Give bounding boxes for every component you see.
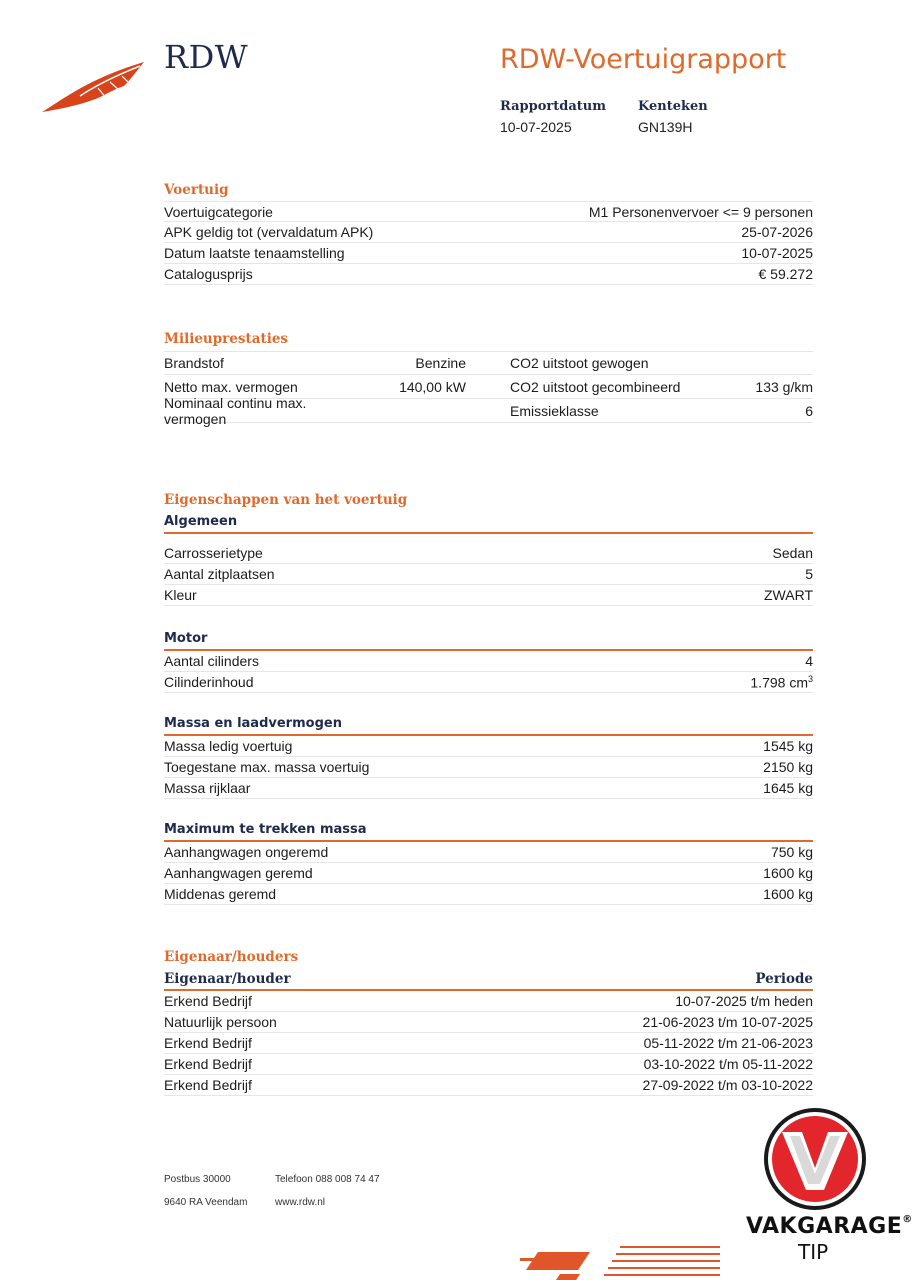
row-value: Sedan bbox=[772, 545, 813, 561]
table-row bbox=[164, 778, 813, 799]
row-label: CO2 uitstoot gewogen bbox=[510, 355, 649, 371]
table-row bbox=[164, 222, 813, 243]
row-value: 1545 kg bbox=[763, 738, 813, 754]
vakgarage-brand: VAKGARAGE® bbox=[746, 1214, 913, 1239]
row-value: 21-06-2023 t/m 10-07-2025 bbox=[642, 1014, 813, 1030]
table-row bbox=[164, 1054, 813, 1075]
table-row bbox=[164, 243, 813, 264]
row-value: 10-07-2025 t/m heden bbox=[675, 993, 813, 1009]
row-label: Cilinderinhoud bbox=[164, 674, 254, 690]
row-label: Aantal cilinders bbox=[164, 653, 259, 669]
table-row bbox=[164, 757, 813, 778]
row-label: Catalogusprijs bbox=[164, 266, 253, 282]
row-value: 4 bbox=[805, 653, 813, 669]
row-value: 750 kg bbox=[770, 844, 813, 860]
row-label: Erkend Bedrijf bbox=[164, 1056, 252, 1072]
row-value: 05-11-2022 t/m 21-06-2023 bbox=[643, 1035, 813, 1051]
subsection-title-motor: Motor bbox=[164, 631, 208, 646]
table-row bbox=[164, 884, 813, 905]
row-value: 140,00 kW bbox=[399, 378, 466, 395]
table-row bbox=[164, 991, 813, 1012]
row-label: Aanhangwagen geremd bbox=[164, 865, 313, 881]
table-row bbox=[164, 264, 813, 285]
row-label: Erkend Bedrijf bbox=[164, 1077, 252, 1093]
vakgarage-badge-icon bbox=[762, 1106, 868, 1212]
row-value: 25-07-2026 bbox=[741, 224, 813, 240]
report-title: RDW-Voertuigrapport bbox=[500, 44, 787, 75]
table-row bbox=[164, 672, 813, 693]
row-value: 2150 kg bbox=[763, 759, 813, 775]
table-row bbox=[164, 842, 813, 863]
trekken-table bbox=[164, 842, 813, 905]
column-header-eigenaar: Eigenaar/houder bbox=[164, 971, 291, 987]
footer-address: 9640 RA Veendam bbox=[164, 1197, 248, 1208]
row-label: Aanhangwagen ongeremd bbox=[164, 844, 329, 860]
footer-stripes-icon bbox=[520, 1240, 730, 1280]
row-value: 1600 kg bbox=[763, 886, 813, 902]
row-value: 10-07-2025 bbox=[741, 245, 813, 261]
table-row bbox=[164, 394, 813, 427]
row-value: 6 bbox=[805, 402, 813, 419]
subsection-title-massa: Massa en laadvermogen bbox=[164, 716, 342, 731]
table-row bbox=[164, 543, 813, 564]
table-row bbox=[164, 1012, 813, 1033]
rdw-logo-text: RDW bbox=[164, 38, 249, 76]
row-label: APK geldig tot (vervaldatum APK) bbox=[164, 224, 374, 240]
row-value: 27-09-2022 t/m 03-10-2022 bbox=[642, 1077, 813, 1093]
footer-postbus: Postbus 30000 bbox=[164, 1174, 231, 1185]
subsection-title-algemeen: Algemeen bbox=[164, 514, 238, 529]
row-label: Middenas geremd bbox=[164, 886, 277, 902]
column-header-periode: Periode bbox=[755, 971, 813, 987]
row-label: Massa ledig voertuig bbox=[164, 738, 293, 754]
eigenaar-table bbox=[164, 991, 813, 1096]
row-label: Kleur bbox=[164, 587, 197, 603]
rdw-feather-logo-icon bbox=[40, 58, 150, 116]
milieu-table bbox=[164, 351, 813, 427]
row-value: ZWART bbox=[764, 587, 813, 603]
table-row bbox=[164, 201, 813, 222]
section-title-milieu: Milieuprestaties bbox=[164, 331, 289, 347]
row-value: 1600 kg bbox=[763, 865, 813, 881]
report-date-label: Rapportdatum bbox=[500, 99, 606, 114]
subsection-title-trekken: Maximum te trekken massa bbox=[164, 822, 367, 837]
algemeen-table bbox=[164, 543, 813, 606]
section-title-eigenschappen: Eigenschappen van het voertuig bbox=[164, 492, 408, 508]
section-title-voertuig: Voertuig bbox=[164, 182, 229, 198]
row-label: Massa rijklaar bbox=[164, 780, 251, 796]
row-value: M1 Personenvervoer <= 9 personen bbox=[588, 203, 813, 220]
footer-website[interactable]: www.rdw.nl bbox=[275, 1197, 326, 1208]
report-date-value: 10-07-2025 bbox=[500, 119, 572, 135]
divider bbox=[164, 532, 813, 534]
row-label: Erkend Bedrijf bbox=[164, 1035, 252, 1051]
row-value: 5 bbox=[805, 566, 813, 582]
row-value: 1.798 $cm^3$ bbox=[750, 673, 813, 691]
row-label: Natuurlijk persoon bbox=[164, 1014, 277, 1030]
row-value: € 59.272 bbox=[758, 266, 813, 282]
row-label: CO2 uitstoot gecombineerd bbox=[510, 378, 681, 395]
row-label: Datum laatste tenaamstelling bbox=[164, 245, 345, 261]
row-value: Benzine bbox=[415, 355, 466, 371]
row-label: Emissieklasse bbox=[510, 402, 599, 419]
table-row bbox=[164, 564, 813, 585]
license-plate-value: GN139H bbox=[638, 119, 693, 135]
table-row bbox=[164, 736, 813, 757]
table-row bbox=[164, 863, 813, 884]
voertuig-table bbox=[164, 201, 813, 285]
table-row bbox=[164, 1033, 813, 1054]
table-row bbox=[164, 585, 813, 606]
row-label: Carrosserietype bbox=[164, 545, 263, 561]
section-title-eigenaar: Eigenaar/houders bbox=[164, 949, 299, 965]
footer-telefoon: Telefoon 088 008 74 47 bbox=[275, 1174, 380, 1185]
vakgarage-tip: TIP bbox=[798, 1240, 829, 1264]
massa-table bbox=[164, 736, 813, 799]
row-label: Voertuigcategorie bbox=[164, 203, 273, 220]
row-label: Erkend Bedrijf bbox=[164, 993, 252, 1009]
row-value: 03-10-2022 t/m 05-11-2022 bbox=[643, 1056, 813, 1072]
table-row bbox=[164, 651, 813, 672]
row-value: 133 g/km bbox=[755, 378, 813, 395]
table-row bbox=[164, 1075, 813, 1096]
row-value: 1645 kg bbox=[763, 780, 813, 796]
row-label: Aantal zitplaatsen bbox=[164, 566, 275, 582]
motor-table bbox=[164, 651, 813, 693]
row-label: Nominaal continu max. vermogen bbox=[164, 394, 307, 427]
row-label: Netto max. vermogen bbox=[164, 378, 298, 395]
row-label: Toegestane max. massa voertuig bbox=[164, 759, 370, 775]
license-plate-label: Kenteken bbox=[638, 99, 708, 114]
table-row bbox=[164, 351, 813, 375]
row-label: Brandstof bbox=[164, 355, 224, 371]
